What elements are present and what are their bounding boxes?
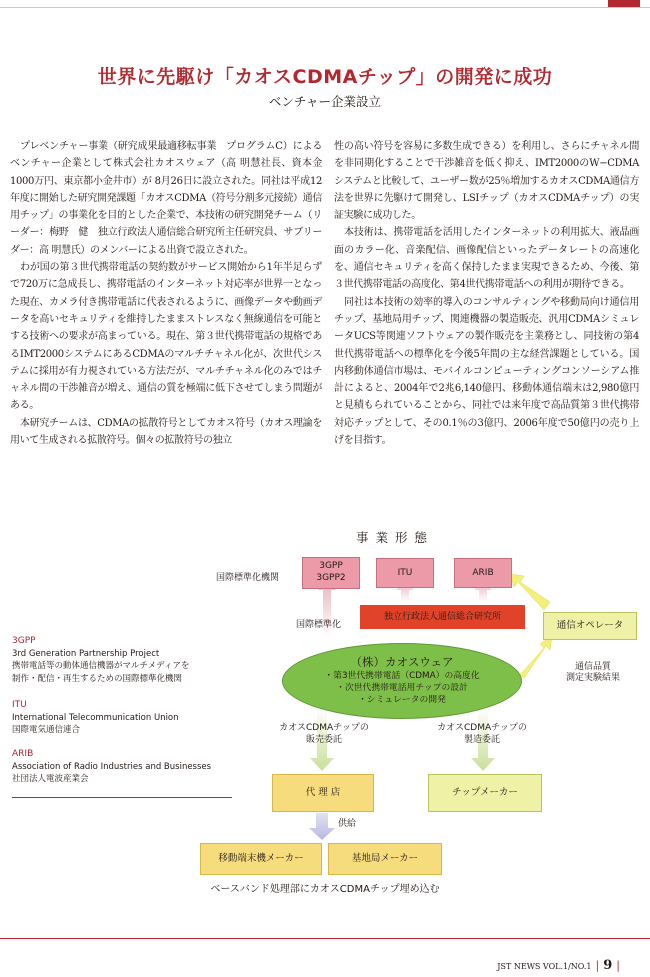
company-name: （株）カオスウェア xyxy=(350,655,454,669)
mfg-consign-line-2: 製造委託 xyxy=(463,735,500,745)
paragraph: 本技術は、携帯電話を活用したインターネットの利用拡大、液晶画面のカラー化、音楽配信、画像配信といったデータレートの高速化を、通信セキュリティを高く保持したまま実現できるため、今後、第３世代携帯電話の高度化、第4世代携帯電話への利用が期待できる。 xyxy=(334,227,639,291)
diagram-title: 事業形態 xyxy=(356,530,435,545)
box-mobile-maker: 移動端末機メーカー xyxy=(200,843,322,875)
arrow-supply xyxy=(309,813,335,840)
box-3gpp xyxy=(302,557,360,589)
body-column-left xyxy=(10,138,322,449)
legend-line: 3rd Generation Partnership Project xyxy=(12,648,160,659)
diagram-caption: ベースバンド処理部にカオスCDMAチップ埋め込む xyxy=(210,884,440,895)
quality-label xyxy=(566,662,620,684)
legend-line: 社団法人電波産業会 xyxy=(12,774,89,784)
legend-arib xyxy=(12,748,211,786)
box-itu: ITU xyxy=(376,558,434,588)
legend-key: ARIB xyxy=(12,749,34,759)
box-operator: 通信オペレータ xyxy=(543,612,637,640)
top-rule xyxy=(0,7,650,8)
footer-separator: | xyxy=(595,959,600,972)
arrow-company-to-operator xyxy=(520,636,552,678)
sales-consign-label xyxy=(276,722,372,746)
legend-line: 制作・配信・再生するための国際標準化機関 xyxy=(12,673,183,684)
box-agency: 代 理 店 xyxy=(272,774,374,812)
mfg-consign-label xyxy=(434,722,530,746)
journal-name: JST NEWS VOL.1 xyxy=(497,962,569,971)
std-label: 国際標準化 xyxy=(296,620,342,630)
legend-line: International Telecommunication Union xyxy=(12,712,179,723)
footer-separator: | xyxy=(616,959,620,972)
mfg-consign-line-1: カオスCDMAチップの xyxy=(437,723,527,733)
legend-itu xyxy=(12,699,179,737)
paragraph: 性の高い符号を容易に多数生成できる）を利用し、さらにチャネル間を非同期化することで干渉雑音を低く抑え、IMT2000のW−CDMAシステムと比較して、ユーザー数が25％増加するカオスCDMA通信方法を世界に先駆けて開発し、LSIチップ（カオスCDMAチップ）の実証実験に成功した。 xyxy=(334,141,639,222)
legend-key: 3GPP xyxy=(12,636,36,646)
supply-label: 供給 xyxy=(338,819,357,829)
paragraph: プレベンチャー事業（研究成果最適移転事業 プログラムC）によるベンチャー企業として株式会社カオスウェア（高 明慧社長、資本金1000万円、東京都小金井市）が 8月26日に設立された。同社は平成12年度に開始した研究開発課題「カオスCDMA（符号分割多元接続）通信用チップ」の事業化を目的とした企業で、本技術の研究開発チーム（リーダー：梅野 健 独立行政法人通信総合研究所主任研究員、サブリーダー：高 明慧氏）のメンバーによる出資で設立された。 xyxy=(10,141,322,256)
paragraph: わが国の第３世代携帯電話の契約数がサービス開始から1年半足らずで720万に急成長し、携帯電話のインターネット対応率が世界一となった現在、カメラ付き携帯電話に代表されるように、画像データや動画データを高いセキュリティを維持したままストレスなく無線通信を可能とする技術への要求が高まっている。現在、第３世代携帯電話の規格であるIMT2000システムにあるCDMAのマルチチャネル化が、次世代システムに採用が有力視されている方法だが、マルチチャネル化のみではチャネル間の干渉雑音が増え、通信の質を極端に低下させてしまう問題がある。 xyxy=(10,262,322,412)
sales-consign-line-2: 販売委託 xyxy=(305,735,342,745)
company-ellipse xyxy=(282,643,522,719)
std-org-label: 国際標準化機関 xyxy=(216,573,280,583)
page-title: 世界に先駆け「カオスCDMAチップ」の開発に成功 xyxy=(97,66,553,88)
company-item: ・次世代携帯電話用チップの設計 xyxy=(336,683,468,693)
quality-line-2: 測定実験結果 xyxy=(566,673,621,683)
page-subtitle: ベンチャー企業設立 xyxy=(268,94,382,109)
box-base-maker: 基地局メーカー xyxy=(328,843,442,875)
legend-line: 携帯電話等の動体通信機器がマルチメディアを xyxy=(12,661,190,671)
box-chipmaker: チップメーカー xyxy=(428,774,542,812)
legend-3gpp xyxy=(12,635,189,685)
legend-line: Association of Radio Industries and Businesses xyxy=(12,761,212,772)
footer: JST NEWS VOL.1/NO.1 | 9 | xyxy=(497,958,620,973)
company-item: ・シミュレータの開発 xyxy=(358,695,446,705)
legend-divider xyxy=(12,797,232,798)
page-number: 9 xyxy=(603,958,613,973)
paragraph: 同社は本技術の効率的導入のコンサルティングや移動局向け通信用チップ、基地局用チップ、関連機器の製造販売、汎用CDMAシミュレータUCS等関連ソフトウェアの製作販売を主業務とし、同技術の第4世代携帯電話への標準化を今後5年間の主な経営課題としている。国内移動体通信市場は、モバイルコンピューティングコンソーシアム推計によると、2004年で2兆6,140億円、移動体通信端末は2,980億円と見積もられていることから、同社では来年度で高品質第３世代携帯対応チップとして、その0.1％の3億円、2006年度で50億円の売り上げを目指す。 xyxy=(334,296,639,447)
company-item: ・第3世代携帯電話（CDMA）の高度化 xyxy=(324,671,480,681)
legend-line: 国際電気通信連合 xyxy=(12,725,81,735)
paragraph: 本研究チームは、CDMAの拡散符号としてカオス符号（カオス理論を用いて生成される拡散符号。個々の拡散符号の独立 xyxy=(10,417,322,447)
top-accent-bar xyxy=(608,0,640,7)
box-arib: ARIB xyxy=(454,558,512,588)
box-nict: 独立行政法人通信総合研究所 xyxy=(360,605,525,629)
issue-number: NO.1 xyxy=(570,962,592,971)
legend-key: ITU xyxy=(12,700,27,710)
quality-line-1: 通信品質 xyxy=(575,662,612,672)
footer-rule xyxy=(0,938,650,939)
box-3gpp2-label: 3GPP2 xyxy=(316,573,346,583)
sales-consign-line-1: カオスCDMAチップの xyxy=(279,723,369,733)
body-column-right xyxy=(334,138,639,449)
box-3gpp-label: 3GPP xyxy=(319,561,343,571)
